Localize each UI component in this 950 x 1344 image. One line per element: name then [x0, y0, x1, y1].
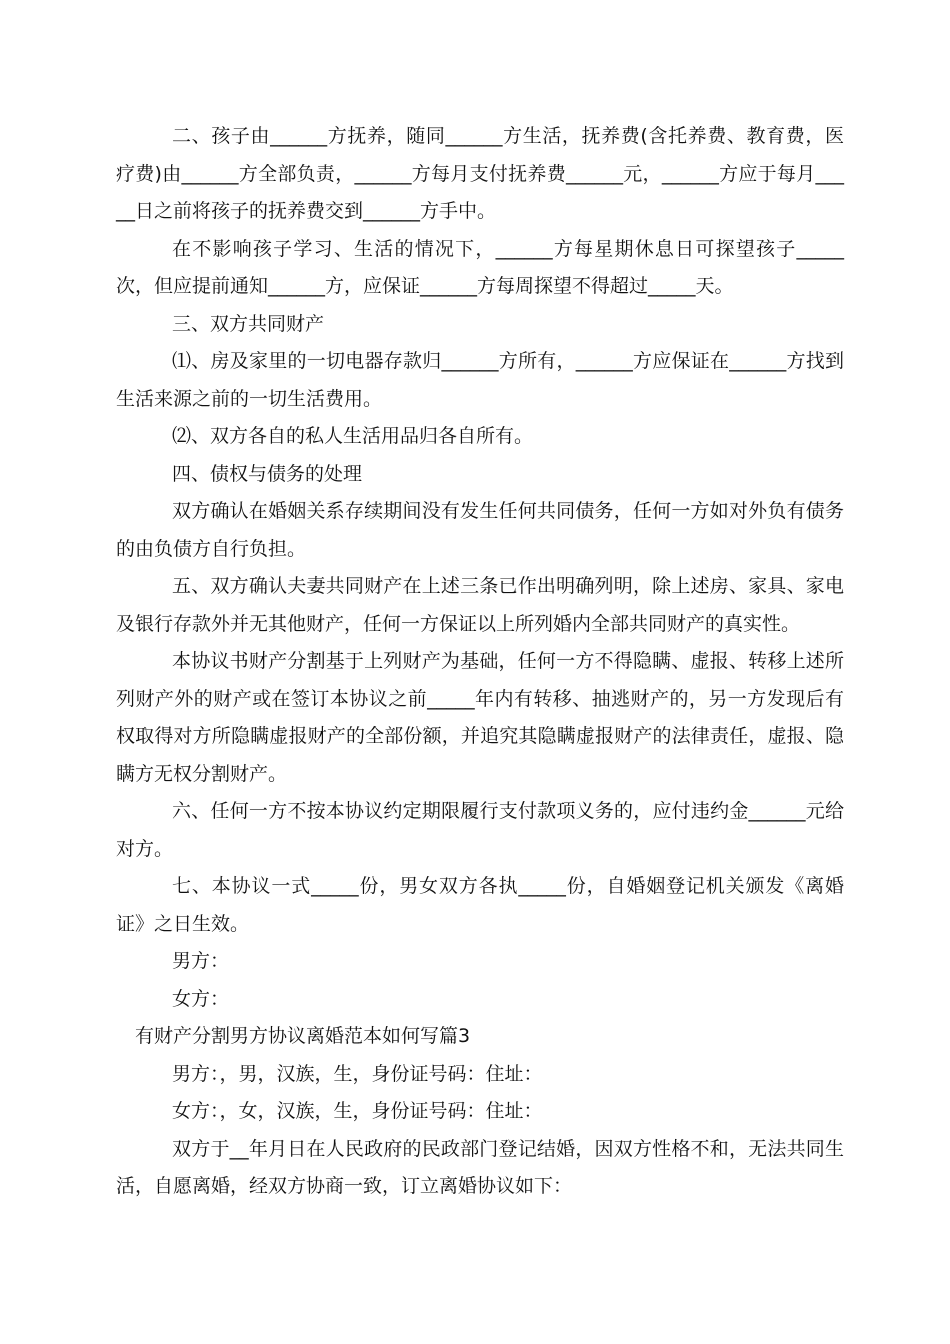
paragraph-child-custody: 二、孩子由______方抚养，随同______方生活，抚养费(含托养费、教育费，医疗费)由______方全部负责，______方每月支付抚养费______元，______方应于每月_____日之前将孩子的抚养费交到______方手中。 [116, 125, 844, 222]
paragraph-copies-effective: 七、本协议一式_____份，男女双方各执_____份，自婚姻登记机关颁发《离婚证》之日生效。 [116, 875, 844, 935]
heading-joint-property: 三、双方共同财产 [172, 312, 325, 335]
party-male-info: 男方：，男，汉族，生，身份证号码：住址： [172, 1062, 543, 1085]
party-female-info: 女方：，女，汉族，生，身份证号码：住址： [172, 1100, 543, 1122]
signature-male: 男方： [172, 950, 230, 972]
section-title-template-3: 有财产分割男方协议离婚范本如何写篇3 [135, 1025, 471, 1047]
paragraph-property-division: 本协议书财产分割基于上列财产为基础，任何一方不得隐瞒、虚报、转移上述所列财产外的财产或在签订本协议之前_____年内有转移、抽逃财产的，另一方发现后有权取得对方所隐瞒虚报财产的全部份额，并追究其隐瞒虚报财产的法律责任，虚报、隐瞒方无权分割财产。 [116, 650, 844, 785]
paragraph-visitation: 在不影响孩子学习、生活的情况下，______方每星期休息日可探望孩子_____次，但应提前通知______方，应保证______方每周探望不得超过_____天。 [116, 237, 844, 297]
paragraph-penalty: 六、任何一方不按本协议约定期限履行支付款项义务的，应付违约金______元给对方。 [116, 800, 844, 860]
document-body [116, 118, 844, 1206]
paragraph-debts: 双方确认在婚姻关系存续期间没有发生任何共同债务，任何一方如对外负有债务的由负债方自行负担。 [116, 500, 844, 560]
paragraph-property-item-2: ⑵、双方各自的私人生活用品归各自所有。 [172, 425, 534, 447]
heading-debts: 四、债权与债务的处理 [172, 462, 363, 485]
paragraph-marriage-registration: 双方于__年月日在人民政府的民政部门登记结婚，因双方性格不和，无法共同生活，自愿离婚，经双方协商一致，订立离婚协议如下： [116, 1137, 844, 1197]
paragraph-property-item-1: ⑴、房及家里的一切电器存款归______方所有，______方应保证在______方找到生活来源之前的一切生活费用。 [116, 350, 844, 410]
signature-female: 女方： [172, 987, 230, 1010]
paragraph-property-confirmation: 五、双方确认夫妻共同财产在上述三条已作出明确列明，除上述房、家具、家电及银行存款外并无其他财产，任何一方保证以上所列婚内全部共同财产的真实性。 [116, 575, 844, 635]
